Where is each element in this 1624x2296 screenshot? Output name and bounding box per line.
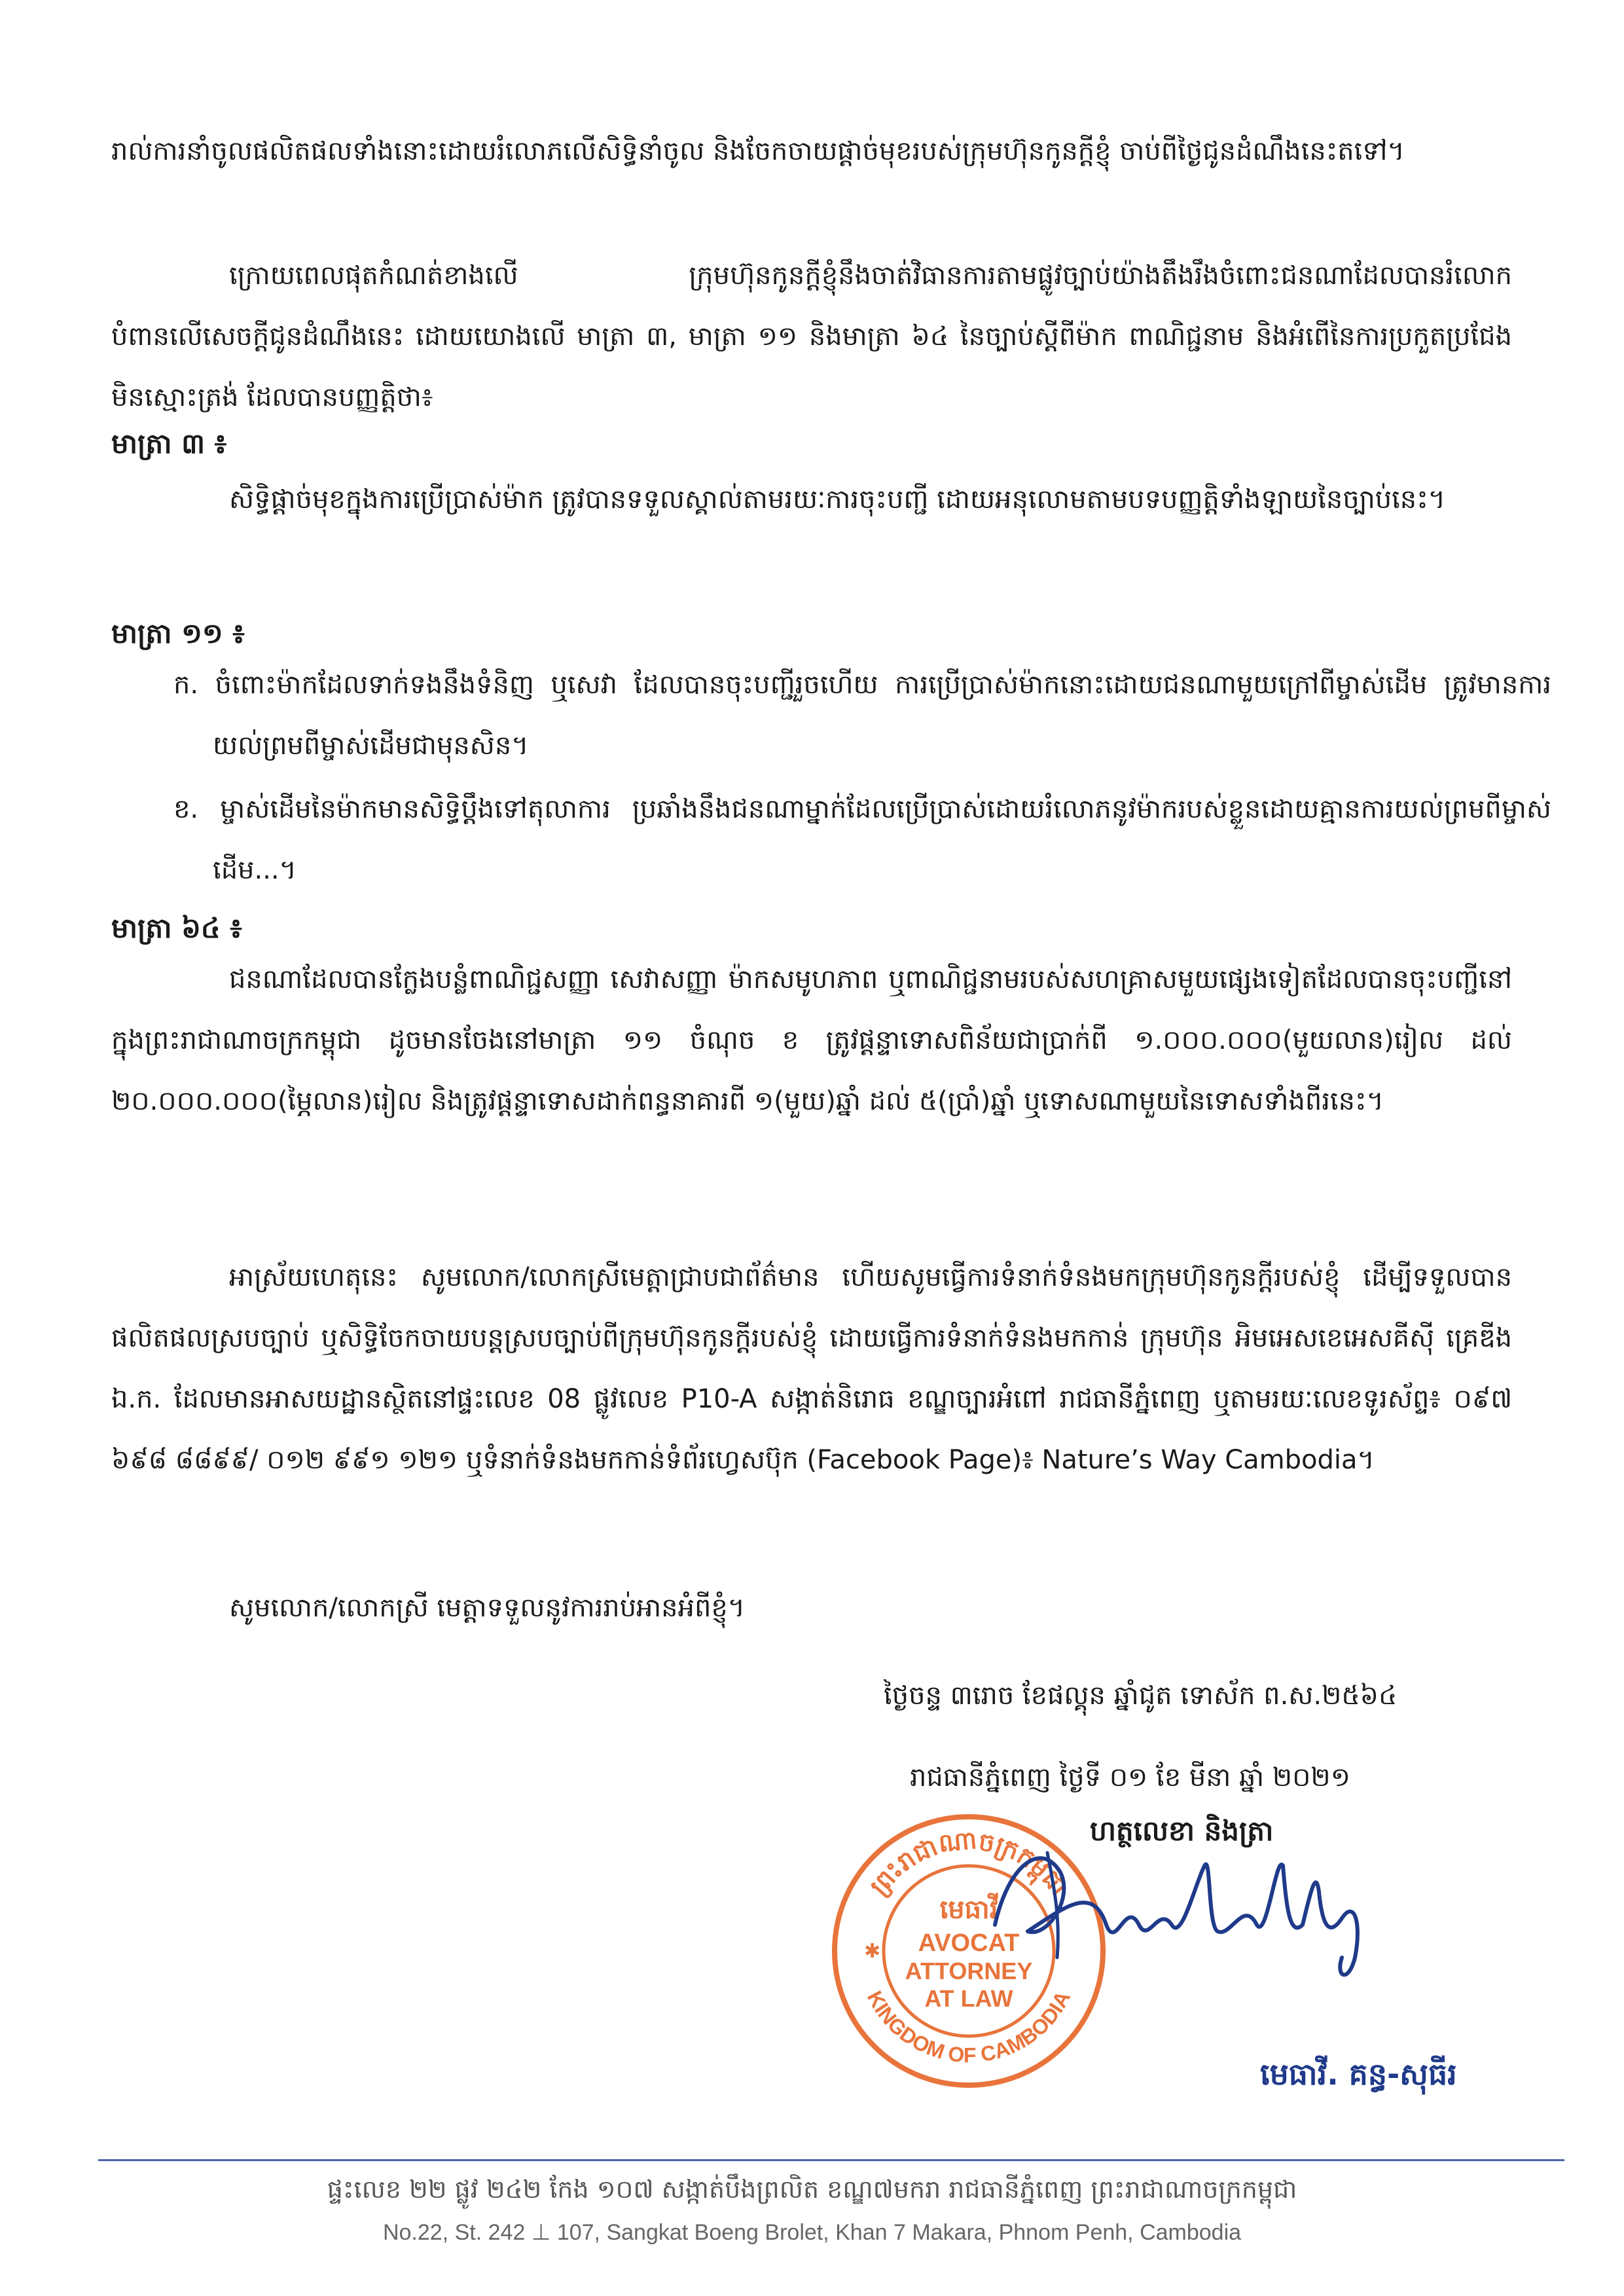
article-11-item-a: ក. ចំពោះម៉ាកដែលទាក់ទងនឹងទំនិញ ឬសេវា ដែលបានចុះបញ្ជីរួចហើយ ការប្រើប្រាស់ម៉ាកនោះដោយជនណាមួយក្រៅពីម្ចាស់ដើម ត្រូវមានការយល់ព្រមពីម្ចាស់ដើមជាមុនសិន។ bbox=[173, 670, 1551, 761]
article-11-heading: មាត្រា ១១ ៖ bbox=[111, 617, 245, 649]
paragraph-intro: រាល់ការនាំចូលផលិតផលទាំងនោះដោយរំលោភលើសិទ្ធិនាំចូល និងចែកចាយផ្តាច់មុខរបស់ក្រុមហ៊ុនកូនក្តីខ្ញុំ ចាប់ពីថ្ងៃជូនដំណឹងនេះតទៅ។ bbox=[111, 136, 1405, 166]
paragraph-legal-action: ក្រោយពេលផុតកំណត់ខាងលើ ក្រុមហ៊ុនកូនក្តីខ្ញុំនឹងចាត់វិធានការតាមផ្លូវច្បាប់យ៉ាងតឹងរឹងចំពោះជនណាដែលបានរំលោកបំពានលើសេចក្តីជូនដំណឹងនេះ ដោយយោងលើ មាត្រា ៣, មាត្រា ១១ និងមាត្រា ៦៤ នៃច្បាប់ស្តីពីម៉ាក ពាណិជ្ជនាម និងអំពើនៃការប្រកួតប្រជែងមិនស្មោះត្រង់ ដែលបានបញ្ញត្តិថា៖ bbox=[111, 261, 1512, 412]
stamp-khmer-word: មេធាវី bbox=[939, 1895, 998, 1925]
article-3-text: សិទ្ធិផ្តាច់មុខក្នុងការប្រើប្រាស់ម៉ាក ត្រូវបានទទួលស្គាល់តាមរយៈការចុះបញ្ជី ដោយអនុលោមតាមបទបញ្ញត្តិទាំងឡាយនៃច្បាប់នេះ។ bbox=[229, 484, 1446, 515]
lunar-date: ថ្ងៃចន្ទ ៣រោច ខែផល្គុន ឆ្នាំជូត ទោស័ក ព.ស.២៥៦៤ bbox=[884, 1681, 1398, 1711]
paragraph-closing: សូមលោក/លោកស្រី មេត្តាទទួលនូវការរាប់អានអំពីខ្ញុំ។ bbox=[229, 1593, 746, 1623]
stamp-line-1: AVOCAT bbox=[918, 1929, 1020, 1957]
signer-name: មេធាវី. គន្ធ-សុធីរ bbox=[1260, 2056, 1457, 2092]
article-64-text: ជនណាដែលបានក្លែងបន្លំពាណិជ្ជសញ្ញា សេវាសញ្ញា ម៉ាកសមូហភាព ឬពាណិជ្ជនាមរបស់សហគ្រាសមួយផ្សេងទៀតដែលបានចុះបញ្ជីនៅក្នុងព្រះរាជាណាចក្រកម្ពុជា ដូចមានចែងនៅមាត្រា ១១ ចំណុច ខ ត្រូវផ្តន្ទាទោសពិន័យជាប្រាក់ពី ១.០០០.០០០(មួយលាន)រៀល ដល់ ២០.០០០.០០០(ម្ភៃលាន)រៀល និងត្រូវផ្តន្ទាទោសដាក់ពន្ធនាគារពី ១(មួយ)ឆ្នាំ ដល់ ៥(ប្រាំ)ឆ្នាំ ឬទោសណាមួយនៃទោសទាំងពីរនេះ។ bbox=[111, 964, 1512, 1116]
signature-title: ហត្ថលេខា និងត្រា bbox=[1090, 1815, 1274, 1847]
stamp-line-2: ATTORNEY bbox=[905, 1958, 1033, 1984]
handwritten-signature bbox=[969, 1827, 1388, 1990]
stamp-line-3: AT LAW bbox=[924, 1985, 1013, 2012]
stamp-bottom-text: KINGDOM OF CAMBODIA bbox=[862, 1987, 1075, 2068]
article-3-heading: មាត្រា ៣ ៖ bbox=[111, 428, 227, 460]
paragraph-contact: អាស្រ័យហេតុនេះ សូមលោក/លោកស្រីមេត្តាជ្រាបជាព័ត៌មាន ហើយសូមធ្វើការទំនាក់ទំនងមកក្រុមហ៊ុនកូនក្តីរបស់ខ្ញុំ ដើម្បីទទួលបានផលិតផលស្របច្បាប់ ឬសិទ្ធិចែកចាយបន្តស្របច្បាប់ពីក្រុមហ៊ុនកូនក្តីរបស់ខ្ញុំ ដោយធ្វើការទំនាក់ទំនងមកកាន់ ក្រុមហ៊ុន អិមអេសខេអេសគីស៊ី គ្រេឌីង ឯ.ក. ដែលមានអាសយដ្ឋានស្ថិតនៅផ្ទះលេខ 08 ផ្លូវលេខ P10-A សង្កាត់និរោធ ខណ្ឌច្បារអំពៅ រាជធានីភ្នំពេញ ឬតាមរយៈលេខទូរស័ព្ទ៖ ០៩៧ ៦៩៨ ៨៨៩៩/ ០១២ ៩៩១ ១២១ ឬទំនាក់ទំនងមកកាន់ទំព័រហ្វេសប៊ុក (Facebook Page)៖ Nature’s Way Cambodia។ bbox=[111, 1262, 1512, 1475]
footer-divider bbox=[98, 2159, 1564, 2161]
footer-address-english: No.22, St. 242 ⊥ 107, Sangkat Boeng Brolet, Khan 7 Makara, Phnom Penh, Cambodia bbox=[382, 2220, 1242, 2245]
article-11-item-b: ខ. ម្ចាស់ដើមនៃម៉ាកមានសិទ្ធិប្តឹងទៅតុលាការ ប្រឆាំងនឹងជនណាម្នាក់ដែលប្រើប្រាស់ដោយរំលោភនូវម៉ាករបស់ខ្លួនដោយគ្មានការយល់ព្រមពីម្ចាស់ដើម...។ bbox=[173, 794, 1551, 885]
stamp-star-icon: ✱ bbox=[864, 1940, 881, 1963]
stamp-top-text: ព្រះរាជាណាចក្រកម្ពុជា bbox=[864, 1825, 1074, 1901]
solar-date: រាជធានីភ្នំពេញ ថ្ងៃទី ០១ ខែ មីនា ឆ្នាំ ២០២១ bbox=[910, 1762, 1350, 1793]
article-64-heading: មាត្រា ៦៤ ៖ bbox=[111, 912, 242, 944]
footer-address-khmer: ផ្ទះលេខ ២២ ផ្លូវ ២៤២ កែង ១០៧ សង្កាត់បឹងព្រលិត ខណ្ឌ៧មករា រាជធានីភ្នំពេញ ព្រះរាជាណាចក្រកម្ពុជា bbox=[327, 2175, 1297, 2204]
